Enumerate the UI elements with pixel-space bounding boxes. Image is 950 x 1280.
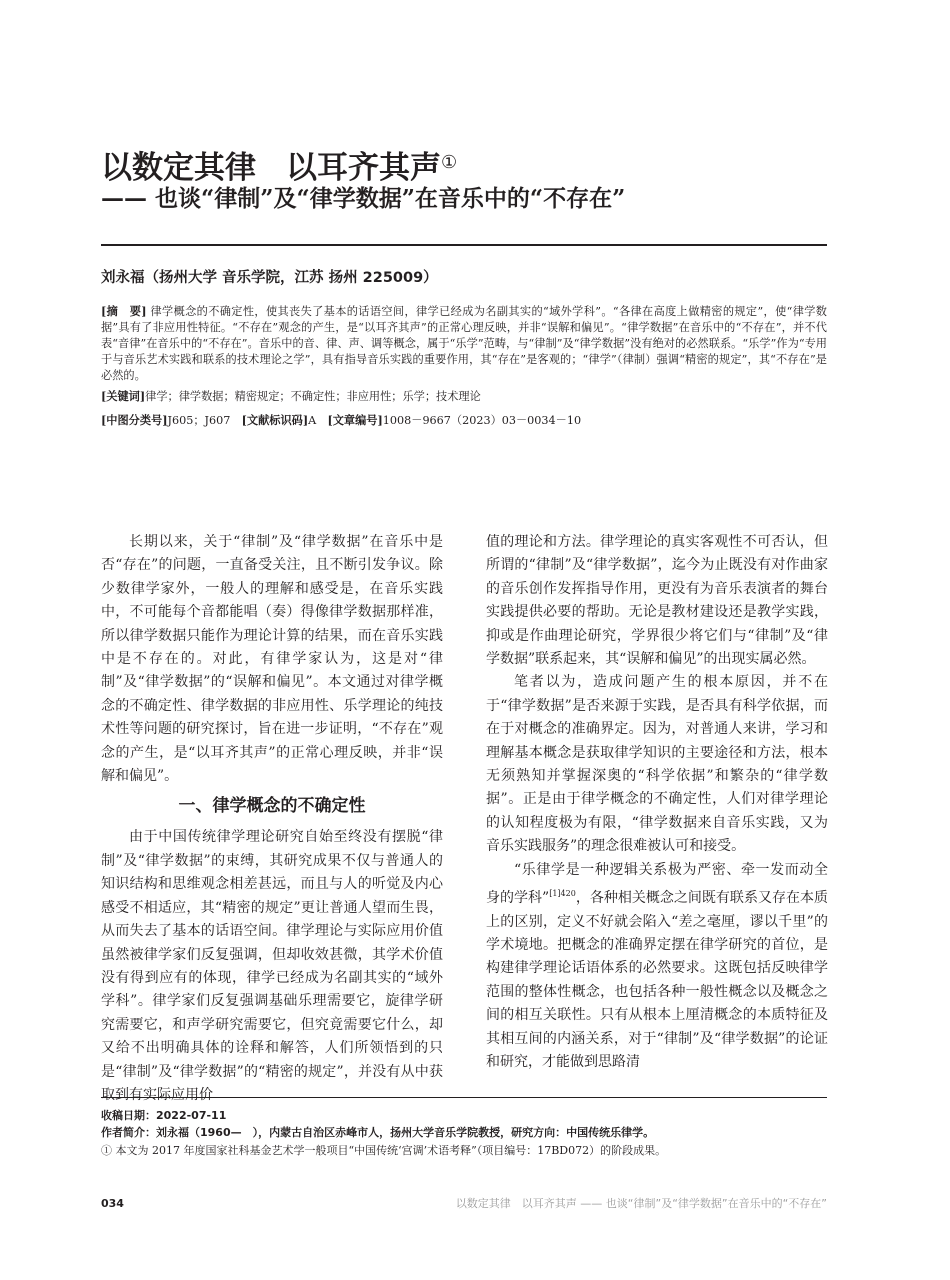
- article-subtitle: —— 也谈“律制”及“律学数据”在音乐中的“不存在”: [101, 185, 626, 212]
- footnote-divider: [101, 1097, 827, 1098]
- keywords-text: 律学；律学数据；精密规定；不确定性；非应用性；乐学；技术理论: [145, 390, 481, 403]
- title-part-b: 以耳齐其声: [286, 150, 441, 186]
- body-paragraph: 笔者以为，造成问题产生的根本原因，并不在于“律学数据”是否来源于实践，是否具有科学依据，而在于对概念的准确界定。因为，对普通人来讲，学习和理解基本概念是获取律学知识的主要途径和方法，根本无须熟知并掌握深奥的“科学依据”和繁杂的“律学数据”。正是由于律学概念的不确定性，人们对律学理论的认知程度极为有限，“律学数据来自音乐实践，又为音乐实践服务”的理念很难被认可和接受。: [486, 674, 828, 855]
- paragraph-continuation: ，各种相关概念之间既有联系又存在本质上的区别，定义不好就会陷入“差之毫厘，谬以千里”的学术境地。把概念的准确界定摆在律学研究的首位，是构建律学理论话语体系的必然要求。这既包括反映律学范围的整体性概念，也包括各种一般性概念以及概念之间的相互关联性。只有从根本上厘清概念的本质特征及其相互间的内涵关系，对于“律制”及“律学数据”的论证和研究，才能做到思路清: [486, 890, 828, 1070]
- keywords-label: [关键词]: [101, 389, 146, 403]
- article-number-value: 1008－9667（2023）03－0034－10: [382, 414, 582, 427]
- quote-text: “乐律学是一种逻辑关系极为严密、牵一发而动全身的学科”: [486, 861, 828, 907]
- body-paragraph: 由于中国传统律学理论研究自始至终没有摆脱“律制”及“律学数据”的束缚，其研究成果不仅与普通人的知识结构和思维观念相差甚远，而且与人的听觉及内心感受不相适应，其“精密的规定”更让普通人望而生畏，从而失去了基本的话语空间。律学理论与实际应用价值虽然被律学家们反复强调，但却收效甚微，其学术价值没有得到应有的体现，律学已经成为名副其实的“域外学科”。律学家们反复强调基础乐理需要它，旋律学研究需要它，和声学研究需要它，但究竟需要它什么，却又给不出明确具体的诠释和解答，人们所领悟到的只是“律制”及“律学数据”的“精密的规定”，并没有从中获取到有实际应用价: [101, 829, 443, 1103]
- author-affiliation: 刘永福（扬州大学 音乐学院，江苏 扬州 225009）: [101, 270, 438, 286]
- section-heading: 一、律学概念的不确定性: [178, 796, 366, 817]
- body-paragraph: 长期以来，关于“律制”及“律学数据”在音乐中是否“存在”的问题，一直备受关注，且不断引发争议。除少数律学家外，一般人的理解和感受是，在音乐实践中，不可能每个音都能唱（奏）得像律学数据那样准，所以律学数据只能作为理论计算的结果，而在音乐实践中是不存在的。对此，有律学家认为，这是对“律制”及“律学数据”的“误解和偏见”。本文通过对律学概念的不确定性、律学数据的非应用性、乐学理论的纯技术性等问题的研究探讨，旨在进一步证明，“不存在”观念的产生，是“以耳齐其声”的正常心理反映，并非“误解和偏见”。: [101, 534, 443, 785]
- classification-info: [101, 412, 827, 429]
- body-paragraph: 值的理论和方法。律学理论的真实客观性不可否认，但所谓的“律制”及“律学数据”，迄今为止既没有对作曲家的音乐创作发挥指导作用，更没有为音乐表演者的舞台实践提供必要的帮助。无论是教材建设还是教学实践，抑或是作曲理论研究，学界很少将它们与“律制”及“律学数据”联系起来，其“误解和偏见”的出现实属必然。: [486, 534, 828, 668]
- title-part-a: 以数定其律: [101, 150, 256, 186]
- running-head: 以数定其律 以耳齐其声 —— 也谈“律制”及“律学数据”在音乐中的“不存在”: [455, 1197, 827, 1210]
- funding-footnote: ① 本文为 2017 年度国家社科基金艺术学一般项目“中国传统‘宫调’术语考释”（项目编号：17BD072）的阶段成果。: [101, 1144, 667, 1157]
- title-footnote-marker: ①: [441, 152, 458, 173]
- keywords: [101, 388, 827, 405]
- abstract-text: 律学概念的不确定性，使其丧失了基本的话语空间，律学已经成为名副其实的“域外学科”。“各律在高度上做精密的规定”，使“律学数据”具有了非应用性特征。“不存在”观念的产生，是“以耳齐其声”的正常心理反映，并非“误解和偏见”。“律学数据”在音乐中的“不存在”，并不代表“音律”在音乐中的“不存在”。音乐中的音、律、声、调等概念，属于“乐学”范畴，与“律制”及“律学数据”没有绝对的必然联系。“乐学”作为“专用于与音乐艺术实践和联系的技术理论之学”，具有指导音乐实践的重要作用，其“存在”是客观的；“律学”（律制）强调“精密的规定”，其“不存在”是必然的。: [101, 305, 827, 382]
- received-date: 收稿日期：2022-07-11: [101, 1109, 227, 1122]
- citation-marker: [1]420: [549, 889, 576, 899]
- clc-value: J605；J607: [167, 414, 231, 427]
- abstract: [101, 303, 827, 384]
- author-bio: 作者简介：刘永福（1960— ），内蒙古自治区赤峰市人，扬州大学音乐学院教授，研究方向：中国传统乐律学。: [101, 1126, 655, 1139]
- body-column-right: [486, 531, 828, 1074]
- body-column-left: [101, 531, 443, 1107]
- body-paragraph: [486, 859, 828, 1075]
- title-divider: [101, 244, 827, 246]
- doc-code-label: [文献标识码]: [241, 413, 309, 427]
- doc-code-value: A: [308, 414, 317, 427]
- page-number: 034: [101, 1197, 124, 1210]
- abstract-label: [摘 要]: [101, 304, 147, 318]
- article-number-label: [文章编号]: [327, 413, 383, 427]
- clc-label: [中图分类号]: [101, 413, 168, 427]
